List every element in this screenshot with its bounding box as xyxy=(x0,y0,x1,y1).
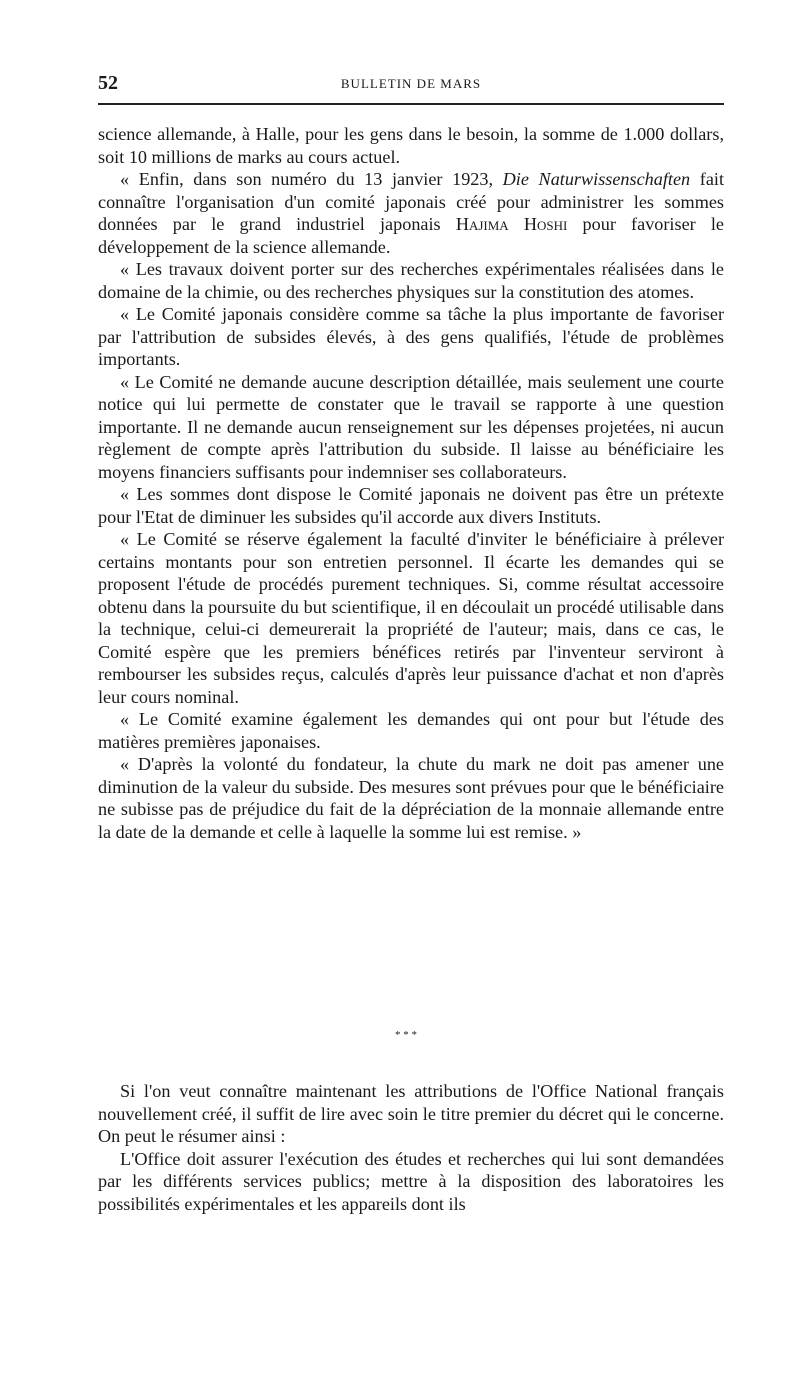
paragraph: « Le Comité japonais considère comme sa tâche la plus importante de favoriser par l'attribution de subsides élevés, à des gens qualifiés, l'étude de problèmes importants. xyxy=(98,304,724,369)
paragraph: science allemande, à Halle, pour les gens dans le besoin, la somme de 1.000 dollars, soit 10 millions de marks au cours actuel. xyxy=(98,124,724,167)
person-name: Hajima Hoshi xyxy=(455,214,568,234)
paragraph: « Le Comité se réserve également la faculté d'inviter le bénéficiaire à prélever certains montants pour son entretien personnel. Il écarte les demandes qui se proposent l'étude de procédés purement techniques. Si, comme résultat accessoire obtenu dans la poursuite du but scientifique, il en découlait un procédé utilisable dans la technique, celui-ci demeurerait la propriété de l'auteur; mais, dans ce cas, le Comité espère que les premiers bénéfices retirés par l'inventeur serviront à rembourser les subsides reçus, calculés d'après leur puissance d'achat et non d'après leur cours nominal. xyxy=(98,529,724,707)
paragraph: « D'après la volonté du fondateur, la chute du mark ne doit pas amener une diminution de la valeur du subside. Des mesures sont prévues pour que le bénéficiaire ne subisse pas de préjudice du fait de la dépréciation de la monnaie allemande entre la date de la demande et celle à laquelle la somme lui est remise. » xyxy=(98,754,724,842)
paragraph-naturwissenschaften: « Enfin, dans son numéro du 13 janvier 1923, Die Naturwissenschaften fait connaître l'organisation d'un comité japonais créé pour administrer les sommes données par le grand industriel japonais Hajima Hoshi pour favoriser le développement de la science allemande. xyxy=(98,169,725,257)
paragraph: « Le Comité examine également les demandes qui ont pour but l'étude des matières premières japonaises. xyxy=(98,709,724,752)
paragraph: « Les travaux doivent porter sur des recherches expérimentales réalisées dans le domaine de la chimie, ou des recherches physiques sur la constitution des atomes. xyxy=(98,259,724,302)
header-rule xyxy=(98,103,724,105)
paragraph: « Les sommes dont dispose le Comité japonais ne doivent pas être un prétexte pour l'Etat de diminuer les subsides qu'il accorde aux divers Instituts. xyxy=(98,484,724,527)
page-number: 52 xyxy=(98,72,118,94)
section-break-asterism xyxy=(386,1030,426,1060)
paragraph: Si l'on veut connaître maintenant les attributions de l'Office National français nouvellement créé, il suffit de lire avec soin le titre premier du décret qui le concerne. On peut le résumer ainsi : xyxy=(98,1081,724,1146)
page-header xyxy=(98,72,724,96)
paragraph: L'Office doit assurer l'exécution des études et recherches qui lui sont demandées par les différents services publics; mettre à la disposition des laboratoires les possibilités expérimentales et les appareils dont ils xyxy=(98,1148,724,1214)
journal-title: Die Naturwissenschaften xyxy=(502,169,691,189)
body-text-bottom xyxy=(98,1080,724,1215)
asterism-text: * * * xyxy=(395,1029,417,1041)
body-text-top xyxy=(98,123,724,843)
running-head: BULLETIN DE MARS xyxy=(340,76,482,91)
paragraph: « Le Comité ne demande aucune description détaillée, mais seulement une courte notice qui lui permette de constater que le travail se rapporte à une question importante. Il ne demande aucun renseignement sur les dépenses projetées, ni aucun règlement de compte après l'attribution du subside. Il laisse au bénéficiaire les moyens financiers suffisants pour indemniser ses collaborateurs. xyxy=(98,371,724,482)
